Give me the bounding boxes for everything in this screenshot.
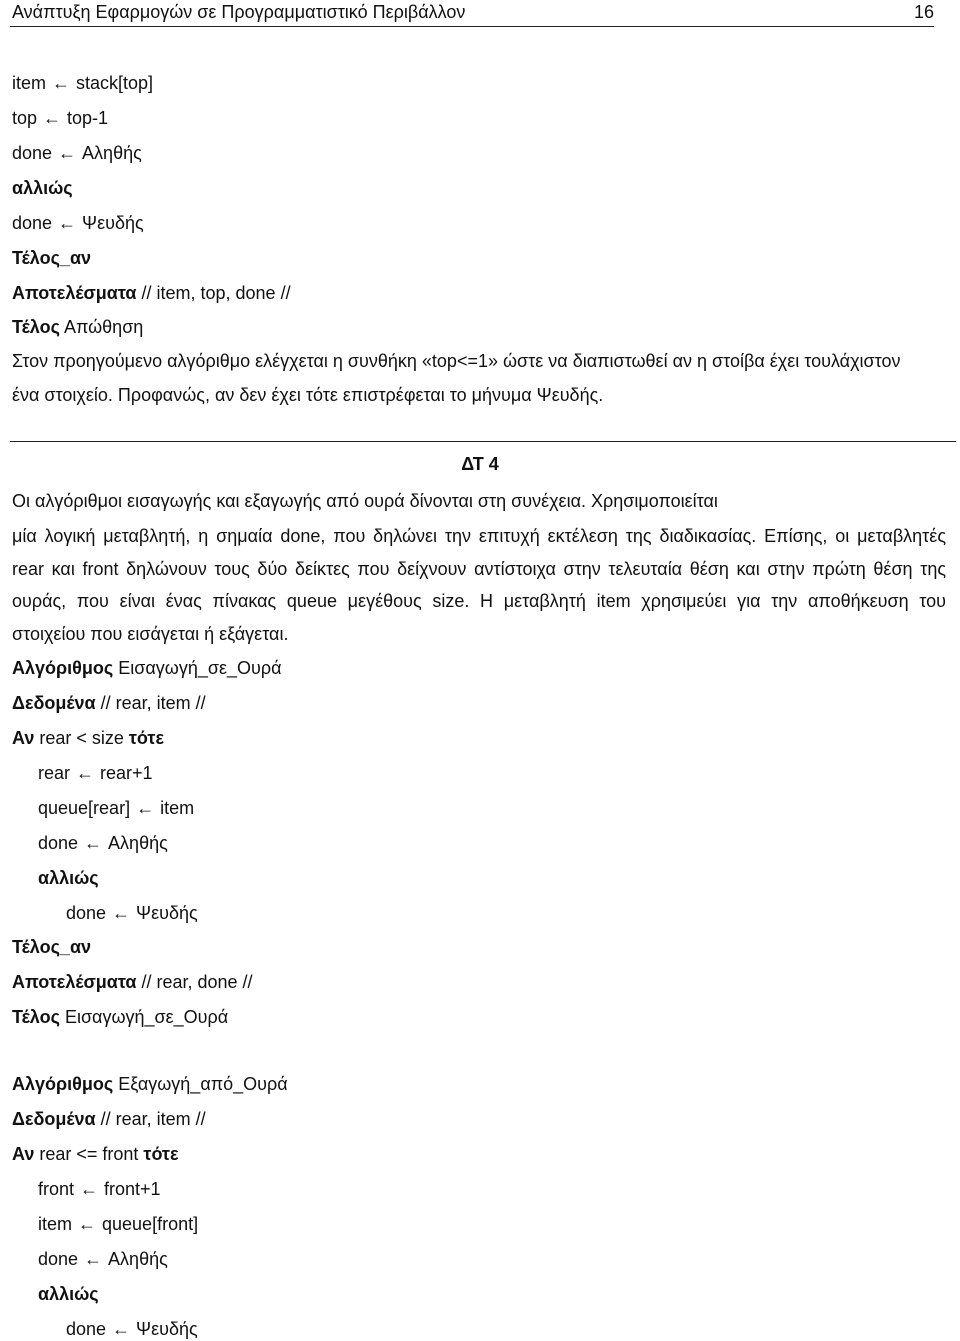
assign-arrow-icon: ← bbox=[112, 1319, 131, 1339]
code-text: Εισαγωγή_σε_Ουρά bbox=[113, 658, 282, 678]
keyword: Αποτελέσματα bbox=[12, 972, 137, 992]
assign-arrow-icon: ← bbox=[84, 833, 103, 853]
code-text: // rear, item // bbox=[95, 693, 206, 713]
code-text: // rear, done // bbox=[136, 972, 253, 992]
keyword: αλλιώς bbox=[38, 868, 99, 888]
keyword: Τέλος bbox=[12, 317, 60, 337]
paragraph-line-3: rear και front δηλώνουν τους δύο δείκτες που δείχνουν αντίστοιχα στην τελευταία θέση και στην πρώτη θέση της bbox=[12, 559, 946, 579]
keyword: Αλγόριθμος bbox=[12, 1074, 114, 1094]
code-text: item bbox=[160, 798, 195, 818]
remove-algo-front-inc bbox=[38, 1178, 161, 1200]
code-text: rear+1 bbox=[100, 763, 153, 783]
page-header bbox=[10, 0, 934, 27]
keyword: Αλγόριθμος bbox=[12, 658, 114, 678]
keyword: Αν bbox=[12, 1144, 35, 1164]
code-text: top bbox=[12, 108, 38, 128]
section-divider bbox=[10, 441, 956, 442]
insert-algo-data bbox=[12, 692, 206, 714]
code-text: done bbox=[66, 903, 107, 923]
pop-line-end bbox=[12, 316, 143, 338]
remove-algo-title bbox=[12, 1073, 288, 1095]
keyword: Αποτελέσματα bbox=[12, 283, 137, 303]
page-number: 16 bbox=[913, 2, 934, 22]
remove-algo-done-false bbox=[66, 1318, 198, 1340]
code-text: front+1 bbox=[104, 1179, 161, 1199]
header-title: Ανάπτυξη Εφαρμογών σε Προγραμματιστικό Περιβάλλον bbox=[12, 2, 466, 22]
code-text: Ψευδής bbox=[136, 1319, 198, 1339]
code-text: front bbox=[38, 1179, 75, 1199]
assign-arrow-icon: ← bbox=[84, 1249, 103, 1269]
insert-algo-if bbox=[12, 727, 164, 749]
remove-algo-done-true bbox=[38, 1248, 168, 1270]
keyword: Αν bbox=[12, 728, 35, 748]
code-text: item bbox=[38, 1214, 73, 1234]
pop-line-endif bbox=[12, 247, 91, 269]
code-text: top-1 bbox=[67, 108, 109, 128]
keyword: αλλιώς bbox=[38, 1284, 99, 1304]
section-title: ΔΤ 4 bbox=[461, 454, 499, 474]
keyword: τότε bbox=[128, 728, 164, 748]
pop-line-done-false bbox=[12, 212, 144, 234]
pop-line-top bbox=[12, 107, 108, 129]
insert-algo-results bbox=[12, 971, 253, 993]
remove-algo-if bbox=[12, 1143, 179, 1165]
insert-algo-queue-assign bbox=[38, 797, 194, 819]
keyword: τότε bbox=[143, 1144, 179, 1164]
remove-algo-else bbox=[38, 1283, 99, 1305]
code-text: Ψευδής bbox=[82, 213, 144, 233]
explanation-line-2: ένα στοιχείο. Προφανώς, αν δεν έχει τότε επιστρέφεται το μήνυμα Ψευδής. bbox=[12, 385, 604, 405]
assign-arrow-icon: ← bbox=[58, 213, 77, 233]
code-text: Ψευδής bbox=[136, 903, 198, 923]
pop-line-results bbox=[12, 282, 291, 304]
insert-algo-else bbox=[38, 867, 99, 889]
pop-line-done-true bbox=[12, 142, 142, 164]
keyword: Τέλος_αν bbox=[12, 248, 92, 268]
insert-algo-done-true bbox=[38, 832, 168, 854]
code-text: done bbox=[38, 1249, 79, 1269]
assign-arrow-icon: ← bbox=[78, 1214, 97, 1234]
pop-line-item bbox=[12, 72, 153, 94]
code-text: // rear, item // bbox=[95, 1109, 206, 1129]
code-text: rear <= front bbox=[34, 1144, 144, 1164]
code-text: Αληθής bbox=[82, 143, 142, 163]
code-text: Εξαγωγή_από_Ουρά bbox=[113, 1074, 288, 1094]
keyword: Τέλος_αν bbox=[12, 937, 92, 957]
keyword: Δεδομένα bbox=[12, 693, 96, 713]
remove-algo-data bbox=[12, 1108, 206, 1130]
assign-arrow-icon: ← bbox=[80, 1179, 99, 1199]
paragraph-line-5: στοιχείου που εισάγεται ή εξάγεται. bbox=[12, 624, 289, 644]
paragraph-line-2: μία λογική μεταβλητή, η σημαία done, που δηλώνει την επιτυχή εκτέλεση της διαδικασίας. Επίσης, οι μεταβλητές bbox=[12, 526, 946, 546]
code-text: // item, top, done // bbox=[136, 283, 291, 303]
insert-algo-end bbox=[12, 1006, 228, 1028]
insert-algo-rear-inc bbox=[38, 762, 153, 784]
code-text: rear bbox=[38, 763, 71, 783]
assign-arrow-icon: ← bbox=[43, 108, 62, 128]
pop-line-else bbox=[12, 177, 73, 199]
code-text: Αληθής bbox=[108, 1249, 168, 1269]
keyword: αλλιώς bbox=[12, 178, 73, 198]
assign-arrow-icon: ← bbox=[52, 73, 71, 93]
code-text: Απώθηση bbox=[59, 317, 144, 337]
remove-algo-item-assign bbox=[38, 1213, 198, 1235]
assign-arrow-icon: ← bbox=[136, 798, 155, 818]
code-text: Εισαγωγή_σε_Ουρά bbox=[59, 1007, 229, 1027]
insert-algo-done-false bbox=[66, 902, 198, 924]
code-text: done bbox=[38, 833, 79, 853]
paragraph-line-4: ουράς, που είναι ένας πίνακας queue μεγέθους size. Η μεταβλητή item χρησιμεύει για την αποθήκευση του bbox=[12, 591, 946, 611]
code-text: queue[rear] bbox=[38, 798, 131, 818]
code-text: Αληθής bbox=[108, 833, 168, 853]
keyword: Δεδομένα bbox=[12, 1109, 96, 1129]
insert-algo-endif bbox=[12, 936, 91, 958]
code-text: item bbox=[12, 73, 47, 93]
paragraph-line-1: Οι αλγόριθμοι εισαγωγής και εξαγωγής από ουρά δίνονται στη συνέχεια. Χρησιμοποιείται bbox=[12, 491, 718, 511]
code-text: stack[top] bbox=[76, 73, 154, 93]
code-text: done bbox=[12, 143, 53, 163]
code-text: queue[front] bbox=[102, 1214, 199, 1234]
keyword: Τέλος bbox=[12, 1007, 60, 1027]
assign-arrow-icon: ← bbox=[76, 763, 95, 783]
assign-arrow-icon: ← bbox=[58, 143, 77, 163]
insert-algo-title bbox=[12, 657, 281, 679]
code-text: done bbox=[12, 213, 53, 233]
code-text: rear < size bbox=[34, 728, 129, 748]
code-text: done bbox=[66, 1319, 107, 1339]
explanation-line-1: Στον προηγούμενο αλγόριθμο ελέγχεται η συνθήκη «top<=1» ώστε να διαπιστωθεί αν η στοίβα έχει τουλάχιστον bbox=[12, 351, 901, 371]
assign-arrow-icon: ← bbox=[112, 903, 131, 923]
